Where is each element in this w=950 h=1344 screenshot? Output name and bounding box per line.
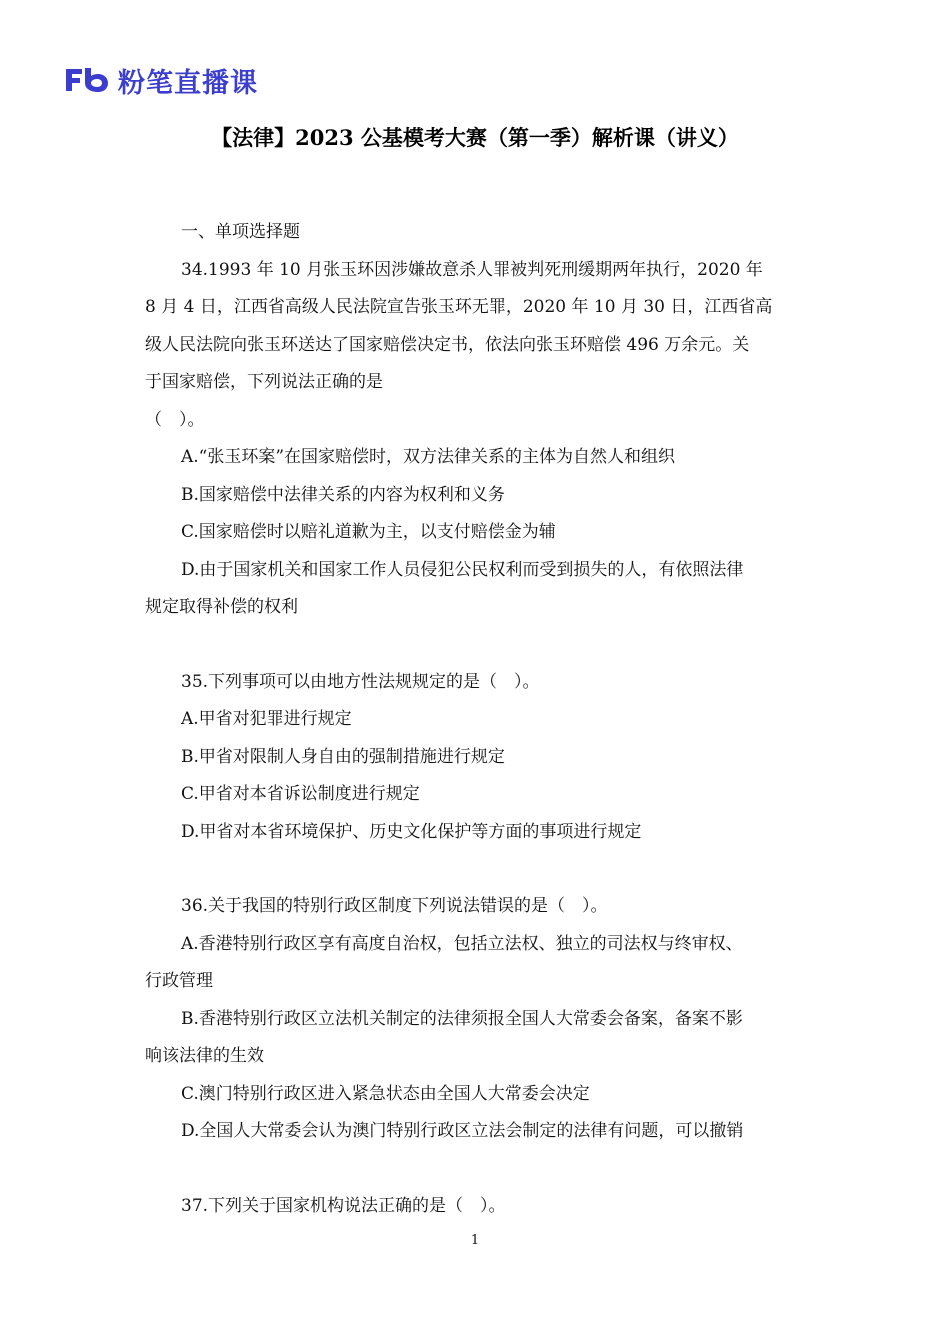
- spacer: [145, 851, 811, 888]
- option-c: C.国家赔偿时以赔礼道歉为主，以支付赔偿金为辅: [181, 522, 556, 542]
- question-35: [145, 664, 811, 852]
- section-heading: 一、单项选择题: [181, 222, 300, 242]
- document-body: [145, 214, 811, 1225]
- question-stem-line: 37.下列关于国家机构说法正确的是（ ）。: [181, 1195, 506, 1216]
- option-b: B.甲省对限制人身自由的强制措施进行规定: [181, 746, 505, 767]
- fb-logo-icon: [64, 67, 110, 93]
- option-a: A.“张玉环案”在国家赔偿时，双方法律关系的主体为自然人和组织: [181, 447, 676, 467]
- brand-logo: [64, 62, 258, 98]
- question-stem-line: 级人民法院向张玉环送达了国家赔偿决定书，依法向张玉环赔偿 496 万余元。关: [145, 334, 750, 355]
- question-36: [145, 888, 811, 1151]
- option-a: A.香港特别行政区享有高度自治权，包括立法权、独立的司法权与终审权、: [181, 933, 743, 954]
- option-d-continuation: 规定取得补偿的权利: [145, 597, 298, 617]
- question-stem-line: 于国家赔偿，下列说法正确的是: [145, 372, 383, 392]
- document-title: 【法律】2023 公基模考大赛（第一季）解析课（讲义）: [211, 125, 739, 150]
- option-d: D.甲省对本省环境保护、历史文化保护等方面的事项进行规定: [181, 821, 642, 842]
- question-stem-line: 36.关于我国的特别行政区制度下列说法错误的是（ ）。: [181, 896, 608, 916]
- question-stem-line: 35.下列事项可以由地方性法规规定的是（ ）。: [181, 671, 540, 692]
- question-stem-line: （ ）。: [145, 409, 205, 430]
- question-37: [145, 1188, 811, 1226]
- question-34: [145, 252, 811, 627]
- brand-name: 粉笔直播课: [118, 67, 258, 99]
- spacer: [145, 627, 811, 664]
- option-d: D.由于国家机关和国家工作人员侵犯公民权利而受到损失的人，有依照法律: [181, 559, 744, 580]
- option-c: C.澳门特别行政区进入紧急状态由全国人大常委会决定: [181, 1083, 590, 1104]
- option-b: B.香港特别行政区立法机关制定的法律须报全国人大常委会备案，备案不影: [181, 1008, 743, 1029]
- option-d: D.全国人大常委会认为澳门特别行政区立法会制定的法律有问题，可以撤销: [181, 1121, 744, 1141]
- question-stem-line: 8 月 4 日，江西省高级人民法院宣告张玉环无罪，2020 年 10 月 30 日，江西省高: [145, 297, 773, 317]
- option-b: B.国家赔偿中法律关系的内容为权利和义务: [181, 484, 505, 505]
- option-c: C.甲省对本省诉讼制度进行规定: [181, 784, 420, 804]
- page-number: 1: [470, 1233, 480, 1248]
- question-stem-line: 34.1993 年 10 月张玉环因涉嫌故意杀人罪被判死刑缓期两年执行，2020 年: [181, 259, 763, 280]
- spacer: [145, 1151, 811, 1188]
- option-a: A.甲省对犯罪进行规定: [181, 709, 352, 729]
- option-b-continuation: 响该法律的生效: [145, 1046, 264, 1066]
- option-a-continuation: 行政管理: [145, 971, 213, 991]
